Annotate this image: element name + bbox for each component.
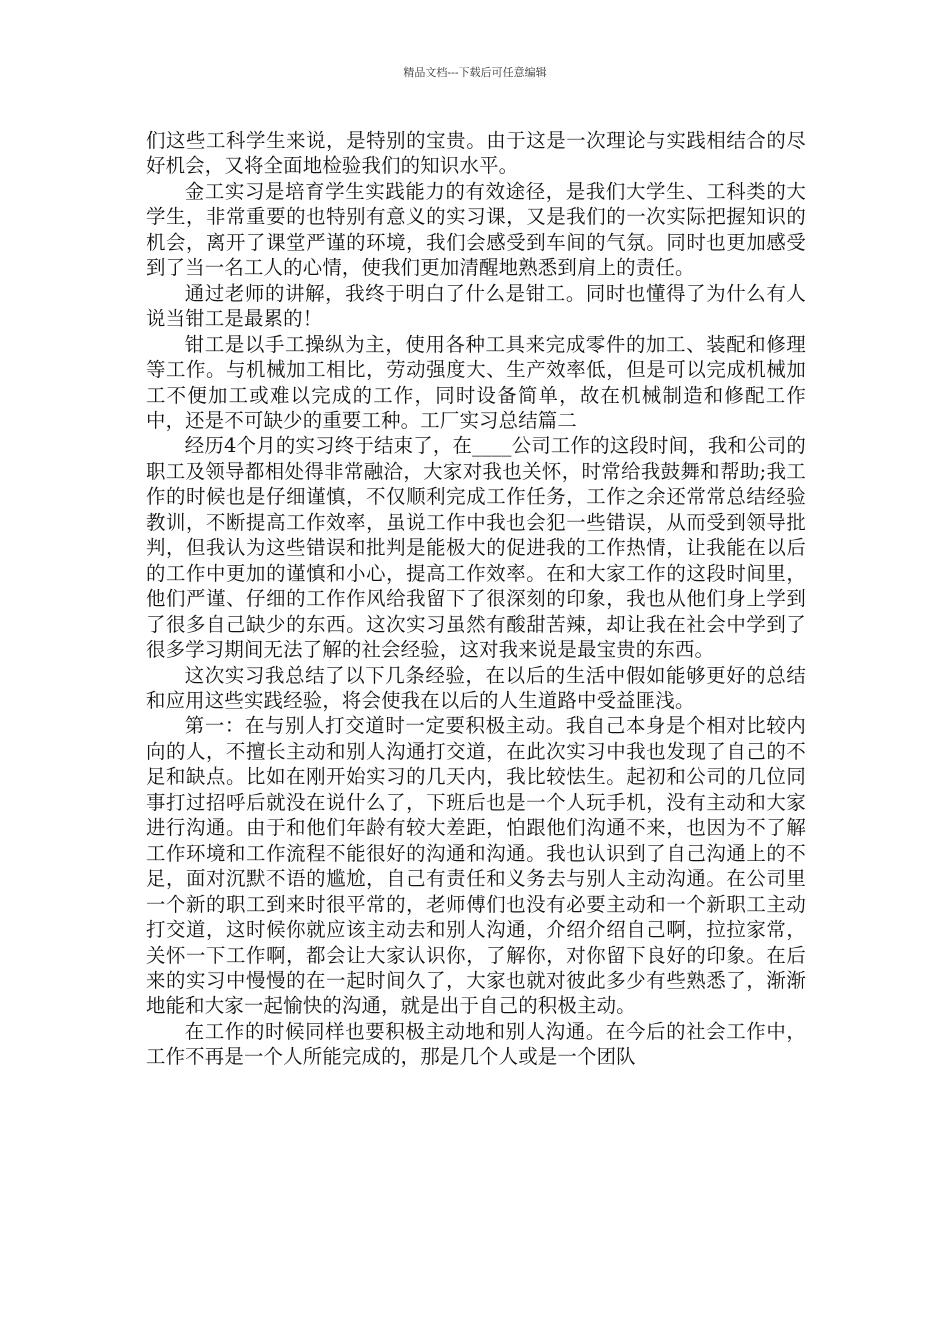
paragraph: 通过老师的讲解，我终于明白了什么是钳工。同时也懂得了为什么有人说当钳工是最累的！ — [146, 281, 806, 331]
page-header: 精品文档---下载后可任意编辑 — [403, 66, 547, 79]
paragraph: 这次实习我总结了以下几条经验，在以后的生活中假如能够更好的总结和应用这些实践经验，将会使我在以后的人生道路中受益匪浅。 — [146, 663, 806, 712]
paragraph: 钳工是以手工操纵为主，使用各种工具来完成零件的加工、装配和修理等工作。与机械加工相比，劳动强度大、生产效率低，但是可以完成机械加工不便加工或难以完成的工作，同时设备简单，故在机械制造和修配工作中，还是不可缺少的重要工种。工厂实习总结篇二 — [146, 332, 806, 432]
paragraph: 第一：在与别人打交道时一定要积极主动。我自己本身是个相对比较内向的人，不擅长主动和别人沟通打交道，在此次实习中我也发现了自己的不足和缺点。比如在刚开始实习的几天内，我比较怯生。起初和公司的几位同事打过招呼后就没在说什么了，下班后也是一个人玩手机，没有主动和大家进行沟通。由于和他们年龄有较大差距，怕跟他们沟通不来，也因为不了解工作环境和工作流程不能很好的沟通和沟通。我也认识到了自己沟通上的不足，面对沉默不语的尴尬，自己有责任和义务去与别人主动沟通。在公司里一个新的职工到来时很平常的，老师傅们也没有必要主动和一个新职工主动打交道，这时候你就应该主动去和别人沟通，介绍介绍自己啊，拉拉家常，关怀一下工作啊，都会让大家认识你，了解你，对你留下良好的印象。在后来的实习中慢慢的在一起时间久了，大家也就对彼此多少有些熟悉了，渐渐地能和大家一起愉快的沟通，就是出于自己的积极主动。 — [146, 714, 806, 1018]
paragraph: 金工实习是培育学生实践能力的有效途径，是我们大学生、工科类的大学生，非常重要的也特别有意义的实习课，又是我们的一次实际把握知识的机会，离开了课堂严谨的环境，我们会感受到车间的气氛。同时也更加感受到了当一名工人的心情，使我们更加清醒地熟悉到肩上的责任。 — [146, 179, 806, 280]
paragraph: 们这些工科学生来说，是特别的宝贵。由于这是一次理论与实践相结合的尽好机会，又将全面地检验我们的知识水平。 — [146, 129, 806, 178]
paragraph: 经历4个月的实习终于结束了，在____公司工作的这段时间，我和公司的职工及领导都相处得非常融洽，大家对我也关怀，时常给我鼓舞和帮助;我工作的时候也是仔细谨慎，不仅顺利完成工作任务，工作之余还常常总结经验教训，不断提高工作效率，虽说工作中我也会犯一些错误，从而受到领导批判，但我认为这些错误和批判是能极大的促进我的工作热情，让我能在以后的工作中更加的谨慎和小心，提高工作效率。在和大家工作的这段时间里，他们严谨、仔细的工作作风给我留下了很深刻的印象，我也从他们身上学到了很多自己缺少的东西。这次实习虽然有酸甜苦辣，却让我在社会中学到了很多学习期间无法了解的社会经验，这对我来说是最宝贵的东西。 — [146, 434, 806, 662]
document-body — [146, 128, 806, 1070]
paragraph: 在工作的时候同样也要积极主动地和别人沟通。在今后的社会工作中，工作不再是一个人所能完成的，那是几个人或是一个团队 — [146, 1019, 806, 1069]
